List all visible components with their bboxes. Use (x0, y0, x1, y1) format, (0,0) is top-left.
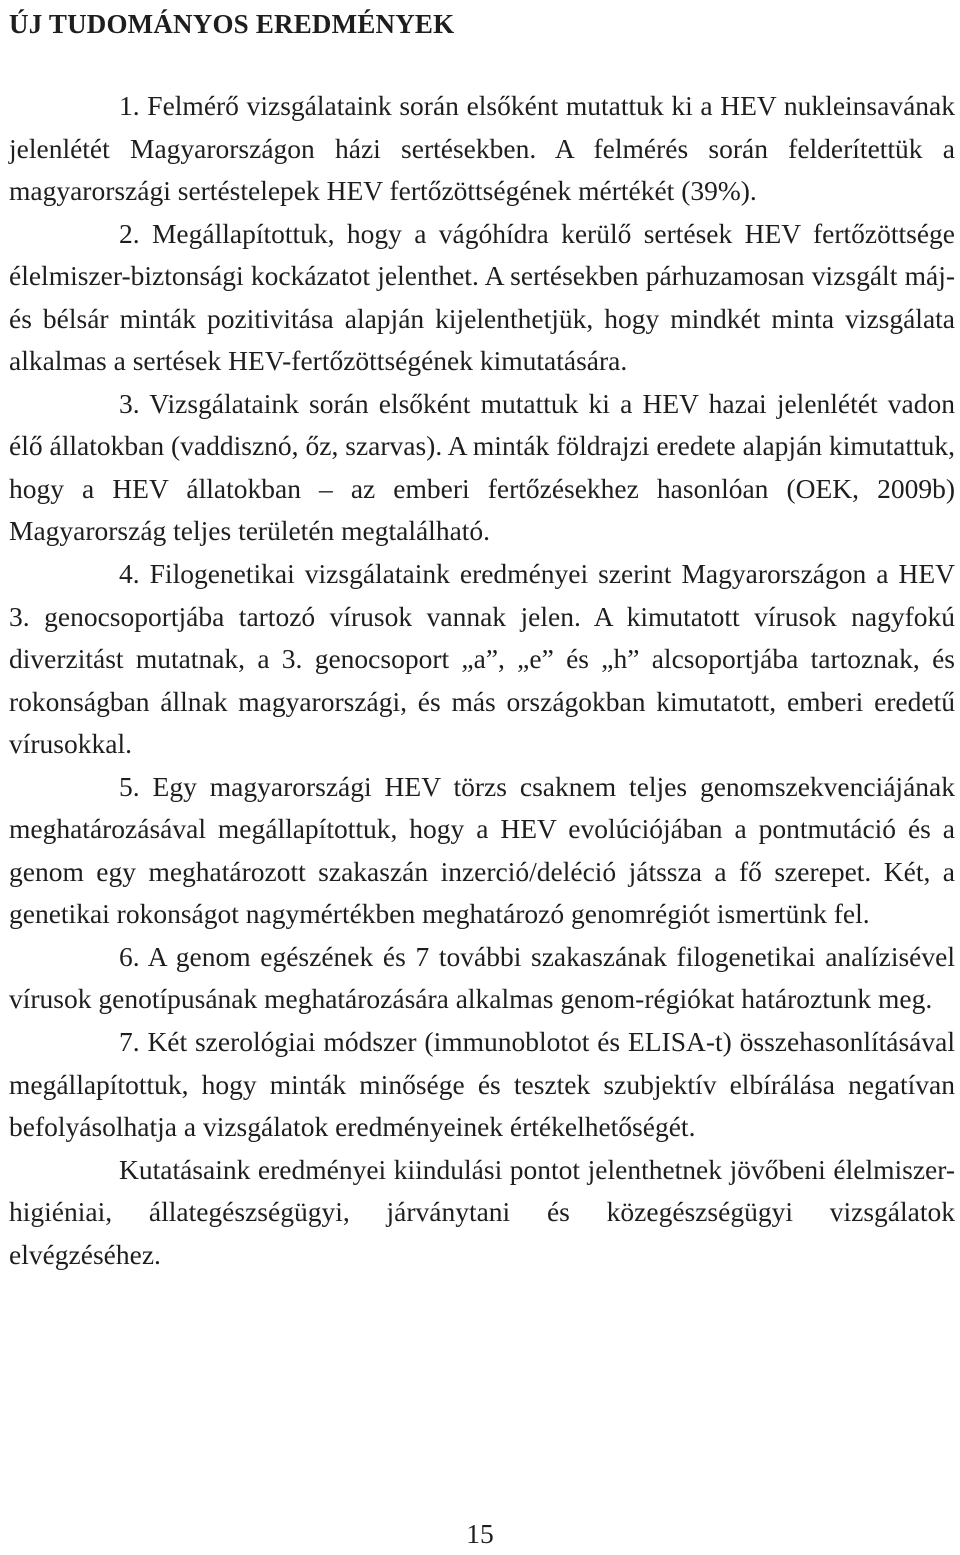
result-paragraph-3: 3. Vizsgálataink során elsőként mutattuk ki a HEV hazai jelenlétét vadon élő állatokban (vaddisznó, őz, szarvas). A minták földrajzi eredete alapján kimutattuk, hogy a HEV állatokban – az emberi fertőzésekhez hasonlóan (OEK, 2009b) Magyarország teljes területén megtalálható. (9, 387, 955, 547)
document-page (9, 0, 955, 1276)
result-paragraph-7: 7. Két szerológiai módszer (immunoblotot és ELISA-t) összehasonlításával megállapítottuk, hogy minták minősége és tesztek szubjektív elbírálása negatívan befolyásolhatja a vizsgálatok eredményeinek értékelhetőségét. (9, 1026, 955, 1143)
conclusion-paragraph: Kutatásaink eredményei kiindulási pontot jelenthetnek jövőbeni élelmiszer-higiéniai, állategészségügyi, járványtani és közegészségügyi vizsgálatok elvégzéséhez. (9, 1153, 955, 1270)
result-paragraph-6: 6. A genom egészének és 7 további szakaszának filogenetikai analízisével vírusok genotípusának meghatározására alkalmas genom-régiókat határoztunk meg. (9, 940, 955, 1015)
section-heading: ÚJ TUDOMÁNYOS EREDMÉNYEK (9, 9, 455, 39)
result-paragraph-2: 2. Megállapítottuk, hogy a vágóhídra kerülő sertések HEV fertőzöttsége élelmiszer-biztonsági kockázatot jelenthet. A sertésekben párhuzamosan vizsgált máj- és bélsár minták pozitivitása alapján kijelenthetjük, hogy mindkét minta vizsgálata alkalmas a sertések HEV-fertőzöttségének kimutatására. (9, 217, 955, 377)
result-paragraph-1: 1. Felmérő vizsgálataink során elsőként mutattuk ki a HEV nukleinsavának jelenlétét Magyarországon házi sertésekben. A felmérés során felderítettük a magyarországi sertéstelepek HEV fertőzöttségének mértékét (39%). (9, 90, 955, 207)
page-number: 15 (466, 1518, 494, 1549)
result-paragraph-4: 4. Filogenetikai vizsgálataink eredményei szerint Magyarországon a HEV 3. genocsoportjába tartozó vírusok vannak jelen. A kimutatott vírusok nagyfokú diverzitást mutatnak, a 3. genocsoport „a”, „e” és „h” alcsoportjába tartoznak, és rokonságban állnak magyarországi, és más országokban kimutatott, emberi eredetű vírusokkal. (9, 558, 955, 760)
results-list (9, 85, 955, 1276)
result-paragraph-5: 5. Egy magyarországi HEV törzs csaknem teljes genomszekvenciájának meghatározásával megállapítottuk, hogy a HEV evolúciójában a pontmutáció és a genom egy meghatározott szakaszán inzerció/deléció játssza a fő szerepet. Két, a genetikai rokonságot nagymértékben meghatározó genomrégiót ismertünk fel. (9, 770, 955, 930)
